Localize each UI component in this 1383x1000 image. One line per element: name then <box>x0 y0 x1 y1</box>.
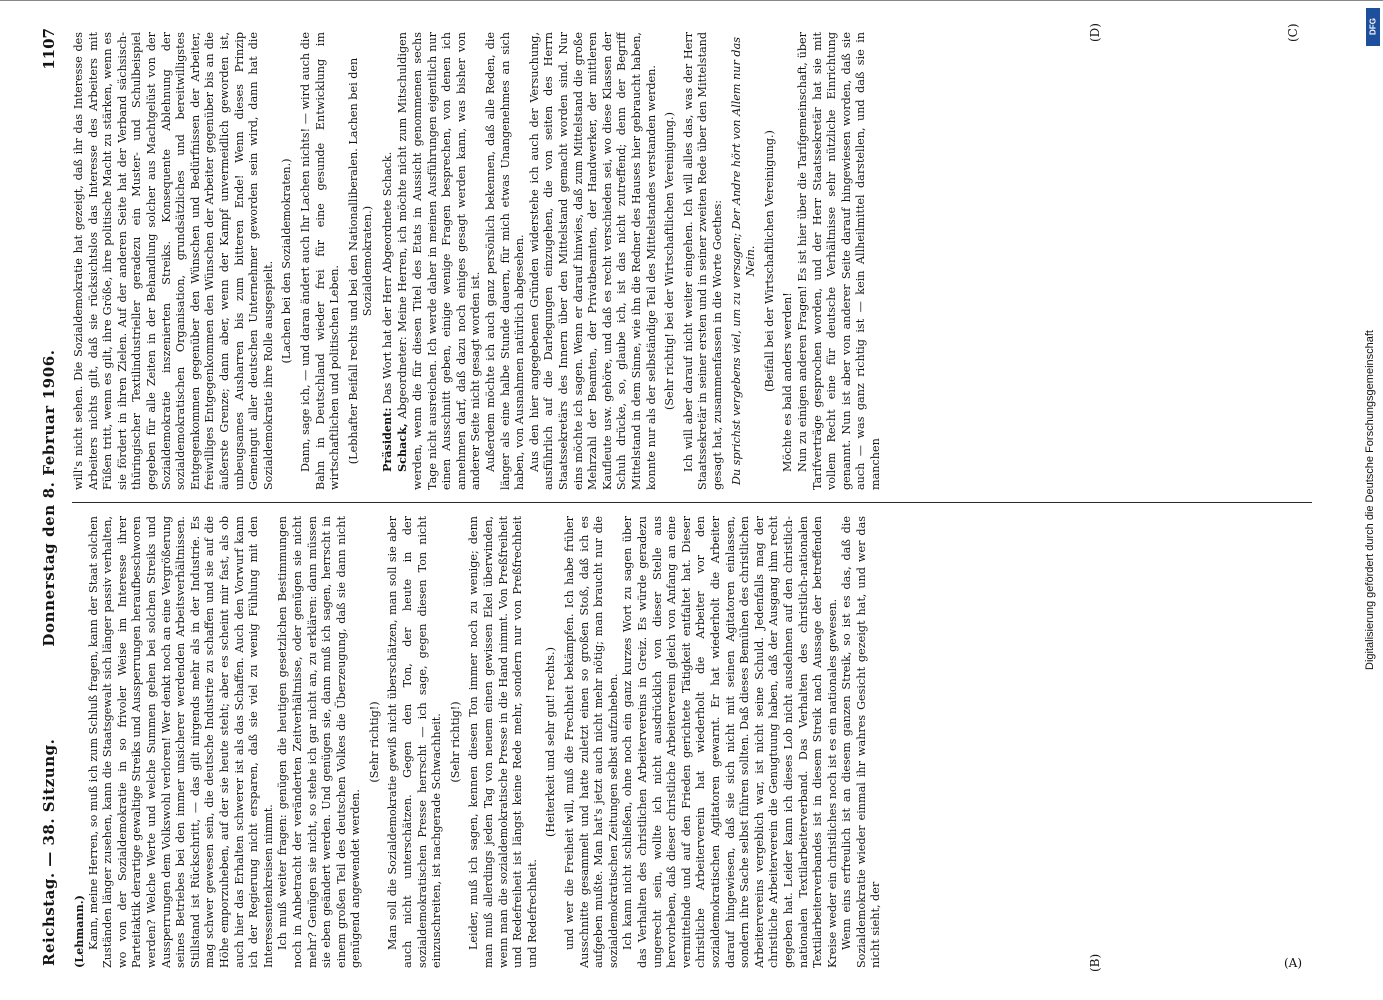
paragraph: will's nicht sehen. Die Sozialdemokratie hat gezeigt, daß ihr das Interesse des Arbeiters nichts gilt, daß sie rücksichtslos das Interesse des Arbeiters mit Füßen tritt, wenn es gilt, ihre Größe, ihre politische Macht zu stärken, wenn es sie fördert in ihren Zielen. Auf der anderen Seite hat der Verband sächsisch-thüringischer Textilindustrieller geradezu ein Muster- und Schulbeispiel gegeben für alle Zeiten in der Behandlung solcher aus Machtgelüst von der Sozialdemokratie inszenierten Streiks. Konsequente Ablehnung der sozialdemokratischen Organisation, grundsätzliches und bereitwilligstes Entgegenkommen gegenüber den Wünschen und Bedürfnissen der Arbeiter, freiwilliges Entgegenkommen den Wünschen der Arbeiter gegenüber bis an die äußerste Grenze; dann aber, wenn der Kampf unvermeidlich geworden ist, unbeugsames Ausharren bis zum bitteren Ende! Wenn dieses Prinzip Gemeingut aller deutschen Unternehmer geworden sein wird, dann hat die Sozialdemokratie ihre Rolle ausgespielt. <box>72 32 275 490</box>
stage-direction: (Lebhafter Beifall rechts und bei den Nationalliberalen. Lachen bei den Sozialdemokraten.) <box>346 57 375 465</box>
paragraph: Kann, meine Herren, so muß ich zum Schluß fragen, kann der Staat solchen Zuständen länger zusehen, kann die Staatsgewalt sich länger passiv verhalten, wo von der Sozialdemokratie in so frivoler Weise im Interesse ihrer Parteitaktik derartige gewaltige Streiks und Aussperrungen heraufbeschworen werden? Welche Werte und welche Summen gehen bei solchen Streiks und Aussperrungen dem Volkswohl verloren! Wer denkt noch an eine Vergrößerung seines Betriebes bei den immer unsicherer werdenden Arbeitsverhältnissen. Stillstand ist Rückschritt, — das gilt nirgends mehr als in der Industrie. Es mag schwer gewesen sein, die deutsche Industrie zu schaffen und sie auf die Höhe emporzuheben, auf der sie heute steht; aber es scheint mir fast, als ob auch hier das Erhalten schwerer ist als das Schaffen. Auch den Vorwurf kann ich der Regierung nicht ersparen, daß sie viel zu wenig Fühlung mit den Interessentenkreisen nimmt. <box>86 516 275 968</box>
paragraph: Ich kann nicht schließen, ohne noch ein ganz kurzes Wort zu sagen über das Verhalten des christlichen Arbeitervereins in Greiz. Es würde geradezu ungerecht sein, wollte ich nicht ausdrücklich von dieser Stelle aus hervorheben, daß dieser christliche Arbeiterverein gleich von Anfang an eine vermittelnde und auf den Frieden gerichtete Tätigkeit entfaltet hat. Dieser christliche Arbeiterverein hat wiederholt die Arbeiter vor den sozialdemokratischen Agitatoren gewarnt. Er hat wiederholt die Arbeiter darauf hingewiesen, daß sie sich nicht mit seinen Agitatoren einlassen, sondern ihre Sache selbst führen sollten. Daß dieses Bemühen des christlichen Arbeitervereins vergeblich war, ist nicht seine Schuld. Jedenfalls mag der christliche Arbeiterverein die Genugtuung haben, daß der Ausgang ihm recht gegeben hat. Leider kann ich dieses Lob nicht ausdehnen auf den christlich-nationalen Textilarbeiterverband. Das Verhalten des christlich-nationalen Textilarbeiterverbandes ist in diesem Streik nach Aussage der betreffenden Kreise weder ein christliches noch ist es ein nationales gewesen. <box>621 516 839 968</box>
president-line <box>380 32 396 490</box>
paragraph: Außerdem möchte ich auch ganz persönlich bekennen, daß alle Reden, die länger als eine halbe Stunde dauern, für mich etwas Unangenehmes an sich haben, von Ausnahmen natürlich abgesehen. <box>484 32 527 490</box>
schack-line <box>395 32 484 490</box>
paragraph: Ich muß weiter fragen: genügen die heutigen gesetzlichen Bestimmungen noch in Anbetracht der veränderten Zeitverhältnisse, oder genügen sie nicht mehr? Genügen sie nicht, so stehe ich gar nicht an, zu erklären: dann müssen sie eben geändert werden. Und genügen sie, dann muß ich sagen, herrscht in einem großen Teil des deutschen Volkes die Überzeugung, daß sie dann nicht genügend angewendet werden. <box>276 516 363 968</box>
paragraph: Wenn eins erfreulich ist an diesem ganzen Streik, so ist es das, daß die Sozialdemokratie wieder einmal ihr wahres Gesicht gezeigt hat, und wer das nicht sieht, der <box>840 516 883 968</box>
margin-mark-c: (C) <box>1286 23 1300 42</box>
paragraph: Man soll die Sozialdemokratie gewiß nicht überschätzen, man soll sie aber auch nicht unterschätzen. Gegen den Ton, der heute in der sozialdemokratischen Presse herrscht — ich sage, gegen diesen Ton nicht einzuschreiten, ist nachgerade Schwachheit. <box>386 516 444 968</box>
rotated-page <box>28 23 1328 972</box>
stage-direction: (Sehr richtig! bei der Wirtschaftlichen Vereinigung.) <box>663 112 677 410</box>
margin-mark-a: (A) <box>1283 955 1303 970</box>
paragraph: Ich will aber darauf nicht weiter eingehen. Ich will alles das, was der Herr Staatssekretär in seiner ersten und in seiner zweiten Rede über den Mittelstand gesagt hat, zusammenfassen in die Worte Goethes: <box>681 32 724 490</box>
header-title: Reichstag. — 38. Sitzung. <box>40 738 58 966</box>
digitization-credit: Digitalisierung gefördert durch die Deutsche Forschungsgemeinschaft <box>1364 330 1376 670</box>
scan-edge <box>0 0 1383 1</box>
paragraph: und wer die Freiheit will, muß die Frechheit bekämpfen. Ich habe früher Ausschnitte gesammelt und hatte zuletzt einen so großen Stoß, daß ich es aufgeben mußte. Man hat's jetzt auch nicht mehr nötig; man braucht nur die sozialdemokratischen Zeitungen selbst aufzuheben. <box>563 516 620 968</box>
left-column <box>72 516 1312 968</box>
dfg-logo-text: DFG <box>1368 18 1378 35</box>
president-label: Präsident: <box>379 407 394 472</box>
column-divider <box>72 502 1312 503</box>
margin-mark-d: (D) <box>1088 23 1102 42</box>
president-text: Das Wort hat der Herr Abgeordnete Schack. <box>380 151 394 404</box>
speaker-tag: (Lehmann.) <box>72 895 86 968</box>
paragraph: Nun zu einigen anderen Fragen! Es ist hier über die Tarifgemeinschaft, über Tarifverträge gesprochen worden, und der Herr Staatssekretär hat sie mit vollem Recht eine für deutsche Verhältnisse sehr nützliche Einrichtung genannt. Nun ist aber von anderer Seite darauf hingewiesen worden, daß sie auch — was ganz richtig ist — kein Allheilmittel darstellen, und daß sie in manchen <box>795 32 882 490</box>
paragraph: Möchte es bald anders werden! <box>781 292 795 472</box>
schack-text: Abgeordneter: Meine Herren, ich möchte nicht zum Mitschuldigen werden, wenn die für diesen Titel des Etats in Aussicht genommenen sechs Tage nicht ausreichen. Ich werde daher in meinen Ausführungen eigentlich nur einen Ausschnitt geben, einige wenige Fragen besprechen, von denen ich annehmen darf, daß dazu noch einiges gesagt werden kann, was bisher von anderer Seite nicht gesagt worden ist. <box>396 32 483 490</box>
paragraph: Aus den hier angegebenen Gründen widerstehe ich auch der Versuchung, ausführlich auf die Darlegungen einzugehen, die von seiten des Herrn Staatssekretärs des Innern über den Mittelstand gemacht worden sind. Nur eins möchte ich sagen. Wenn er darauf hinwies, daß zum Mittelstand die große Mehrzahl der Beamten, der Privatbeamten, der Handwerker, der mittleren Kaufleute usw. gehöre, und daß es recht verschieden sei, wo diese Klassen der Schuh drücke, so, glaube ich, ist das nicht zutreffend; denn der Begriff Mittelstand in dem Sinne, wie ihn die Redner des Hauses hier gebraucht haben, konnte nur als der selbständige Teil des Mittelstandes verstanden werden. <box>527 32 658 490</box>
stage-direction: (Sehr richtig!) <box>367 701 381 783</box>
schack-label: Schack, <box>395 423 410 472</box>
right-column <box>72 32 1312 490</box>
paragraph: Dann, sage ich, — und daran ändert auch Ihr Lachen nichts! — wird auch die Bahn in Deutschland wieder frei für eine gesunde Entwicklung im wirtschaftlichen und politischen Leben. <box>298 32 342 490</box>
stage-direction: (Heiterkeit und sehr gut! rechts.) <box>544 647 558 837</box>
stage-direction: (Lachen bei den Sozialdemokraten.) <box>280 158 294 364</box>
stage-direction: (Beifall bei der Wirtschaftlichen Vereinigung.) <box>762 130 776 392</box>
quotation: Du sprichst vergebens viel, um zu versagen; Der Andre hört von Allem nur das Nein. <box>729 37 758 485</box>
page-header <box>28 28 64 968</box>
dfg-logo <box>1366 8 1380 46</box>
header-date: Donnerstag den 8. Februar 1906. <box>40 349 58 647</box>
page-number: 1107 <box>40 28 58 70</box>
paragraph: Leider, muß ich sagen, kennen diesen Ton immer noch zu wenige; denn man muß allerdings jeden Tag von neuem einen gewissen Ekel überwinden, wenn man die sozialdemokratische Presse in die Hand nimmt. Von Preßfreiheit und Redefreiheit ist längst keine Rede mehr, sondern nur von Preßfrechheit und Redefrechheit. <box>467 516 539 968</box>
margin-mark-b: (B) <box>1088 953 1102 972</box>
stage-direction: (Sehr richtig!) <box>448 701 462 783</box>
